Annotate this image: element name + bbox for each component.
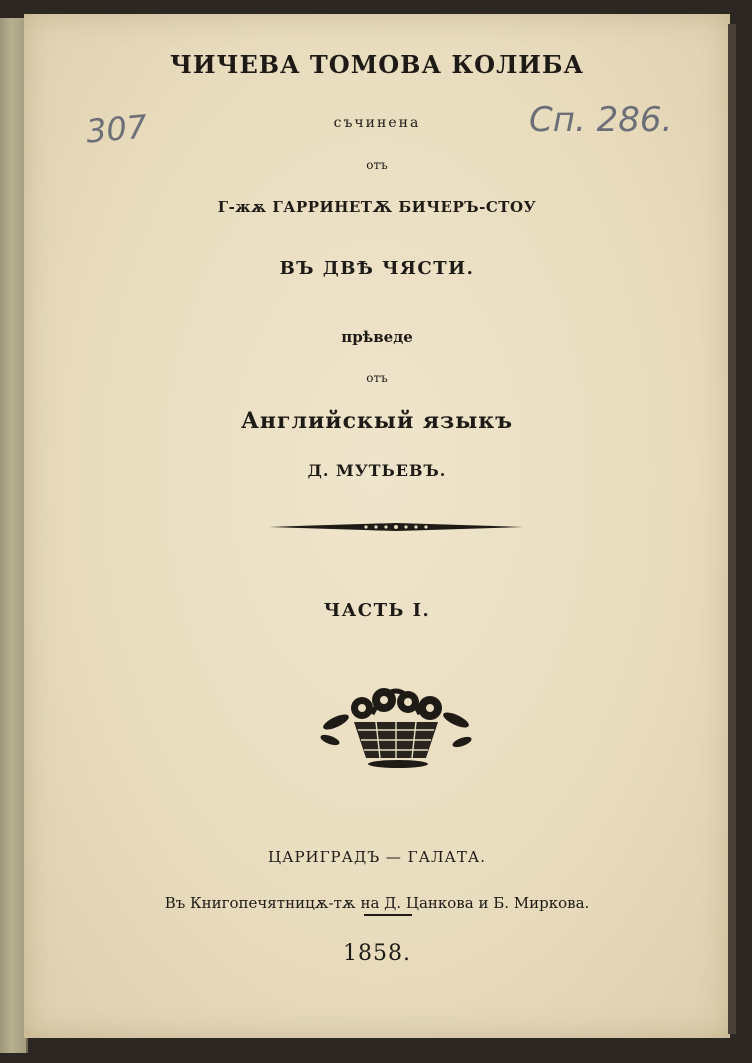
source-language: Английскый языкъ (240, 408, 514, 434)
handwritten-number: 307 (84, 107, 149, 151)
printing-house: Въ Книгопечятницѫ-тѫ на Д. Цанкова и Б. Миркова. (164, 894, 590, 912)
part-label: ЧАСТЬ I. (323, 600, 431, 621)
author-name: Г-жѫ ГАРРИНЕТѪ БИЧЕРЪ-СТОУ (217, 198, 537, 216)
composed-by-text: съчинена (333, 115, 421, 131)
from-text-2: отъ (366, 371, 388, 385)
short-rule (364, 914, 412, 916)
publication-city: ЦАРИГРАДЪ — ГАЛАТА. (268, 848, 486, 866)
translated-text: прѣведе (341, 328, 413, 346)
handwritten-shelf-mark: Сп. 286. (529, 100, 673, 140)
title-page (24, 14, 730, 1038)
publication-year: 1858. (343, 941, 411, 966)
book-title: ЧИЧЕВА ТОМОВА КОЛИБА (169, 50, 585, 79)
from-text-1: отъ (366, 158, 388, 172)
translator-name: Д. МУТЬЕВЪ. (307, 461, 447, 480)
flower-basket-icon (314, 670, 478, 770)
ornamental-divider-icon (269, 520, 523, 534)
page-edge (728, 24, 736, 1034)
parts-text: ВЪ ДВѢ ЧЯСТИ. (279, 258, 475, 279)
